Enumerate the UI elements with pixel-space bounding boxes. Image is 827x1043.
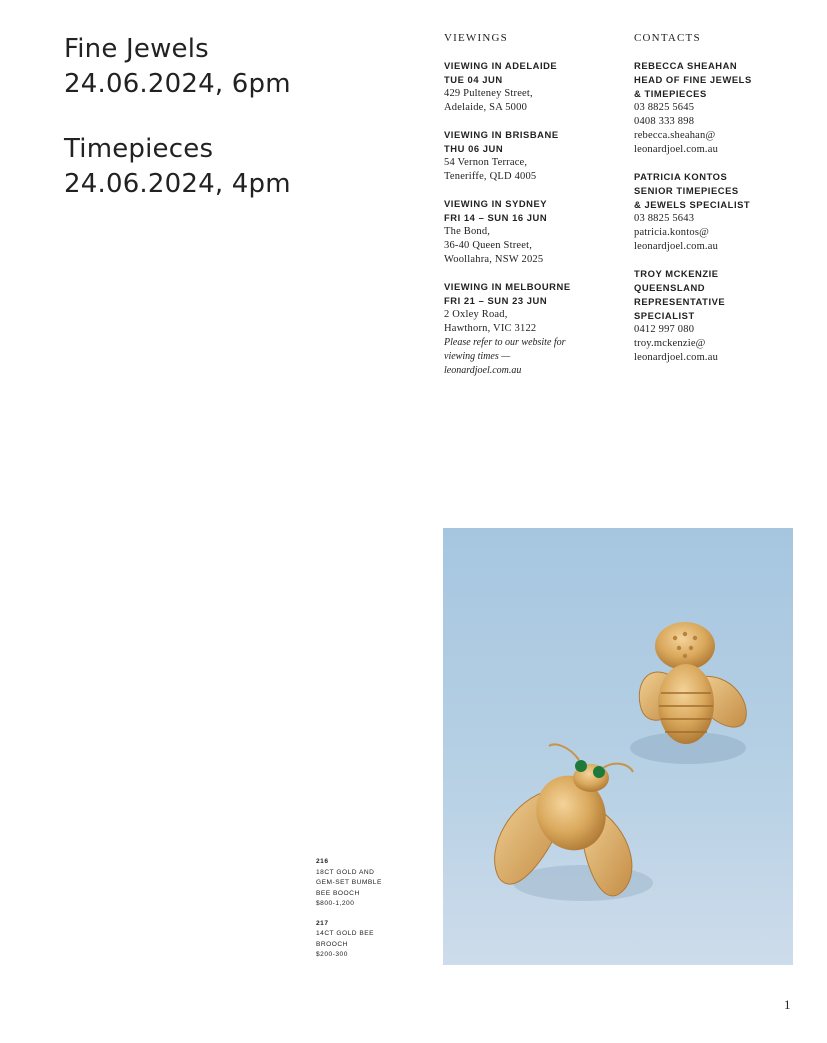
viewing-address-line: 2 Oxley Road, [444,309,508,320]
contact-name: REBECCA SHEAHAN [634,60,738,71]
contact-name: TROY MCKENZIE [634,268,719,279]
caption-lot-217 [316,919,436,961]
lot-estimate: $800-1,200 [316,900,355,907]
caption-lot-216 [316,857,436,910]
viewing-address-line: Hawthorn, VIC 3122 [444,323,537,334]
viewing-address-line: 429 Pulteney Street, [444,88,533,99]
lot-description: 14CT GOLD BEE [316,930,375,937]
viewing-sydney [444,197,624,267]
viewing-title: VIEWING IN MELBOURNE [444,281,571,292]
contact-name: PATRICIA KONTOS [634,171,728,182]
viewing-title: VIEWING IN SYDNEY [444,198,548,209]
viewing-date: FRI 14 – SUN 16 JUN [444,212,548,223]
viewing-date: FRI 21 – SUN 23 JUN [444,295,548,306]
lot-description: GEM-SET BUMBLE [316,879,382,886]
contact-email-domain[interactable]: leonardjoel.com.au [634,144,719,155]
viewing-address-line: Teneriffe, QLD 4005 [444,171,537,182]
viewing-date: TUE 04 JUN [444,74,503,85]
bumble-bee-brooch [630,622,746,764]
lot-number: 217 [316,919,329,927]
contact-patricia-kontos [634,170,814,254]
viewing-address-line: Woollahra, NSW 2025 [444,254,544,265]
contact-phone[interactable]: 0412 997 080 [634,324,695,335]
fine-jewels-title: Fine Jewels [64,34,209,64]
website-link[interactable]: leonardjoel.com.au [444,365,522,376]
contact-phone[interactable]: 03 8825 5645 [634,102,695,113]
viewing-title: VIEWING IN BRISBANE [444,129,559,140]
viewings-heading: VIEWINGS [444,32,508,44]
viewing-melbourne [444,280,624,378]
contact-troy-mckenzie [634,267,814,365]
contacts-heading: CONTACTS [634,32,701,44]
viewings-column [444,32,624,391]
lot-description: BROOCH [316,940,348,948]
viewing-adelaide [444,59,624,115]
contact-role: & JEWELS SPECIALIST [634,199,751,210]
bee-brooches-photo [443,528,793,965]
lot-number: 216 [316,858,329,865]
contacts-column [634,32,814,378]
gold-bee-brooch [495,745,653,901]
contact-role: HEAD OF FINE JEWELS [634,74,752,85]
contact-role: SENIOR TIMEPIECES [634,185,739,196]
contact-email-domain[interactable]: leonardjoel.com.au [634,241,719,252]
contact-rebecca-sheahan [634,59,814,157]
timepieces-date: 24.06.2024, 4pm [64,169,291,199]
contact-role: SPECIALIST [634,310,695,321]
page-number: 1 [784,997,791,1012]
contact-email[interactable]: troy.mckenzie@ [634,338,706,349]
timepieces-title: Timepieces [64,134,214,164]
lot-captions [316,857,436,970]
contact-role: & TIMEPIECES [634,88,707,99]
lot-description: BEE BOOCH [316,889,360,897]
contact-email-domain[interactable]: leonardjoel.com.au [634,352,719,363]
viewing-brisbane [444,128,624,184]
contact-role: REPRESENTATIVE [634,296,726,307]
viewing-address-line: 36-40 Queen Street, [444,240,533,251]
viewing-title: VIEWING IN ADELAIDE [444,60,558,71]
viewing-address-line: The Bond, [444,226,491,237]
contact-phone[interactable]: 03 8825 5643 [634,213,695,224]
bee-brooches-illustration [443,528,793,965]
viewing-address-line: Adelaide, SA 5000 [444,102,528,113]
fine-jewels-date: 24.06.2024, 6pm [64,69,291,99]
contact-mobile[interactable]: 0408 333 898 [634,116,695,127]
lot-description: 18CT GOLD AND [316,868,375,876]
viewing-address-line: 54 Vernon Terrace, [444,157,528,168]
viewing-note: viewing times — [444,351,511,362]
viewing-note: Please refer to our website for [444,337,566,348]
contact-role: QUEENSLAND [634,282,706,293]
contact-email[interactable]: rebecca.sheahan@ [634,130,716,141]
lot-estimate: $200-300 [316,951,348,958]
viewing-date: THU 06 JUN [444,143,504,154]
auction-titles [64,32,291,202]
contact-email[interactable]: patricia.kontos@ [634,227,709,238]
